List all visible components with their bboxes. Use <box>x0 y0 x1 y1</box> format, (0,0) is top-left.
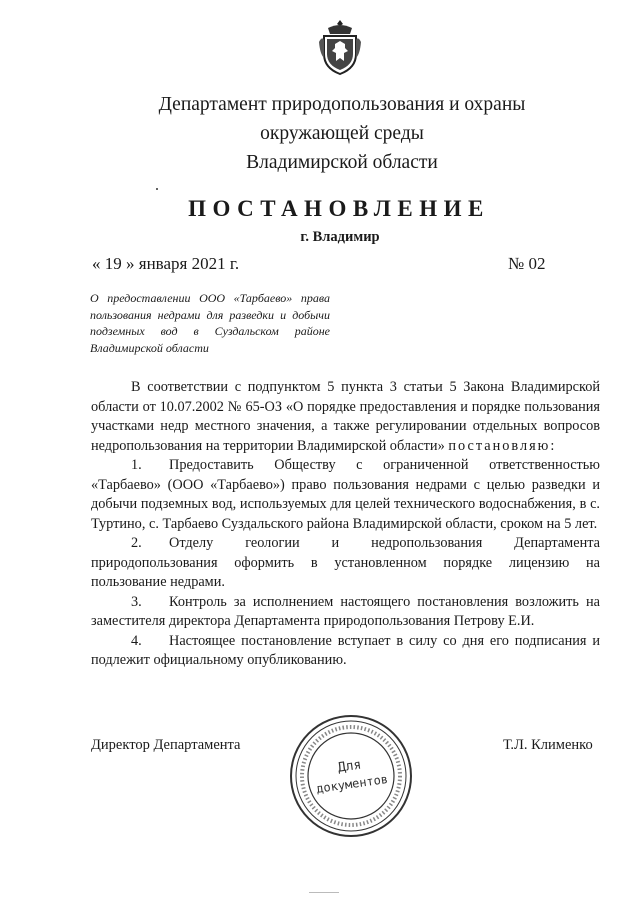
list-item-text: Отделу геологии и недропользования Департамента природопользования оформить в установленном порядке лицензию на пользование недрами. <box>91 535 600 590</box>
list-item <box>91 593 600 632</box>
list-item-text: Настоящее постановление вступает в силу со дня его подписания и подлежит официальному опубликованию. <box>91 632 600 668</box>
stamp-line-2: документов <box>315 771 389 796</box>
list-item-number: 1. <box>131 457 142 473</box>
page-edge-mark <box>309 892 339 893</box>
list-item <box>91 456 600 534</box>
coat-of-arms-emblem <box>318 18 362 76</box>
document-subject: О предоставлении ООО «Тарбаево» права пользования недрами для разведки и добычи подземных вод в Суздальском районе Владимирской области <box>90 291 330 355</box>
signer-role: Директор Департамента <box>91 737 241 753</box>
city-line: г. Владимир <box>300 229 380 245</box>
document-date: « 19 » января 2021 г. <box>92 254 240 273</box>
stamp-line-1: Для <box>337 757 363 776</box>
org-name-line-2: окружающей среды <box>260 123 424 144</box>
document-body <box>91 378 600 671</box>
decree-word: постановляю: <box>448 437 557 454</box>
preamble-paragraph <box>91 378 600 456</box>
list-item-text: Контроль за исполнением настоящего постановления возложить на заместителя директора Департамента природопользования Петрову Е.И. <box>91 593 600 629</box>
signer-name: Т.Л. Клименко <box>503 737 593 753</box>
preamble-text: В соответствии с подпунктом 5 пункта 3 статьи 5 Закона Владимирской области от 10.07.2002 № 65-ОЗ «О порядке предоставления и порядке пользования участками недр местного значения, а также регулировании отдельных вопросов недропользования на территории Владимирской области» <box>91 379 600 454</box>
org-name-line-1: Департамент природопользования и охраны <box>158 94 526 115</box>
document-type-title: ПОСТАНОВЛЕНИЕ <box>188 196 490 221</box>
list-item-number: 2. <box>131 535 142 551</box>
list-item <box>91 534 600 593</box>
list-item-number: 4. <box>131 632 142 649</box>
speck <box>156 188 158 190</box>
round-stamp <box>287 712 415 840</box>
list-item-number: 3. <box>131 593 142 610</box>
org-name-line-3: Владимирской области <box>246 152 438 173</box>
list-item <box>91 632 600 671</box>
document-number: № 02 <box>508 254 546 273</box>
list-item-text: Предоставить Обществу с ограниченной ответственностью «Тарбаево» (ООО «Тарбаево») право пользования недрами с целью разведки и добычи подземных вод, используемых для целей технического водоснабжения, в с. Туртино, с. Тарбаево Суздальского района Владимирской области, сроком на 5 лет. <box>91 457 600 532</box>
